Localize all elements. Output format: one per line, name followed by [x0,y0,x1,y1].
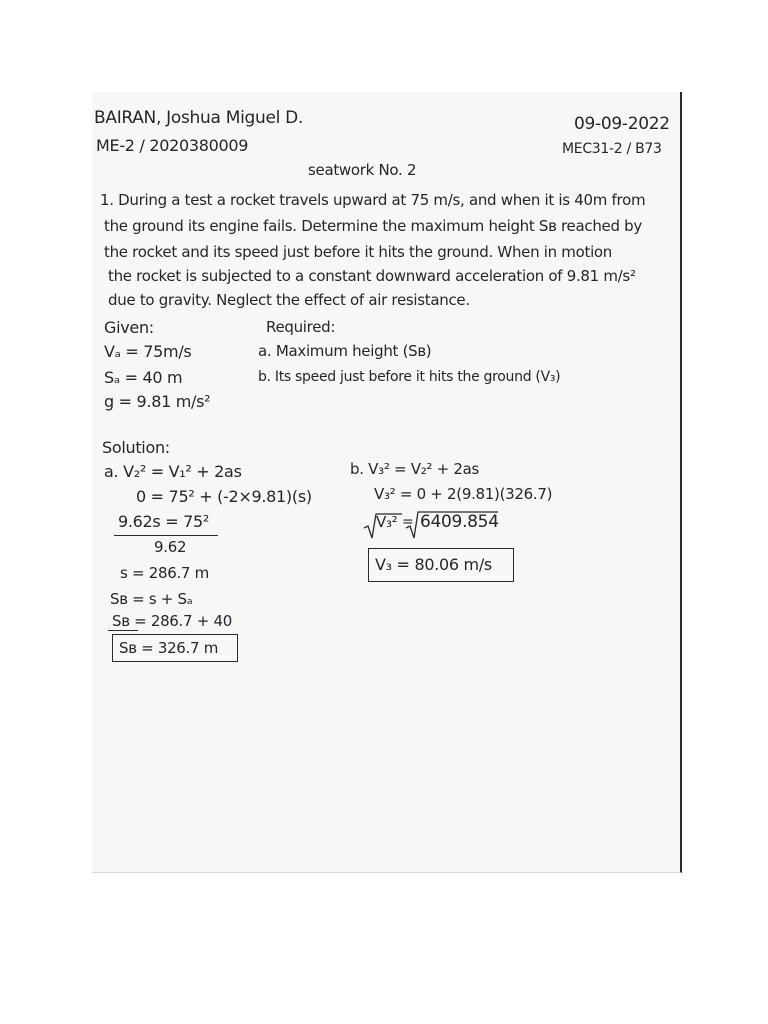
student-id: ME-2 / 2020380009 [96,136,249,155]
given-height: Sₐ = 40 m [104,368,183,387]
part-a-eq5: Sʙ = s + Sₐ [110,590,193,608]
required-a: a. Maximum height (Sʙ) [258,342,432,360]
page-title: seatwork No. 2 [308,161,417,179]
underline-mark [108,630,138,631]
given-velocity: Vₐ = 75m/s [104,342,192,361]
part-b-eq3-right: 6409.854 [420,512,499,532]
paper-sheet [92,92,682,873]
section: MEC31-2 / B73 [562,141,662,157]
problem-line-1: 1. During a test a rocket travels upward at 75 m/s, and when it is 40m from [100,191,646,209]
part-a-eq6: Sʙ = 286.7 + 40 [112,612,232,630]
part-a-eq1: a. V₂² = V₁² + 2as [104,462,242,481]
equals-sign: = [402,514,414,530]
problem-line-4: the rocket is subjected to a constant downward acceleration of 9.81 m/s² [108,267,636,285]
part-a-eq3-numerator: 9.62s = 75² [118,512,210,531]
given-gravity: g = 9.81 m/s² [104,392,211,411]
required-label: Required: [266,318,336,336]
part-a-eq3-denominator: 9.62 [154,538,187,556]
answer-b-box [368,548,514,582]
problem-line-2: the ground its engine fails. Determine the maximum height Sʙ reached by [104,217,642,235]
part-b-eq2: V₃² = 0 + 2(9.81)(326.7) [374,485,553,503]
solution-label: Solution: [102,438,170,457]
date: 09-09-2022 [574,114,670,134]
problem-line-5: due to gravity. Neglect the effect of air resistance. [108,291,470,309]
required-b: b. Its speed just before it hits the ground (V₃) [258,369,561,385]
fraction-bar [114,535,218,536]
answer-a: Sʙ = 326.7 m [119,639,219,657]
part-b-eq3-left: V₃² [376,513,398,531]
given-label: Given: [104,318,154,337]
student-name: BAIRAN, Joshua Miguel D. [94,108,304,128]
part-b-eq1: b. V₃² = V₂² + 2as [350,460,479,478]
answer-b: V₃ = 80.06 m/s [375,555,492,574]
problem-line-3: the rocket and its speed just before it hits the ground. When in motion [104,243,613,261]
part-a-eq2: 0 = 75² + (-2×9.81)(s) [136,487,312,506]
answer-a-box [112,634,238,662]
part-a-eq4: s = 286.7 m [120,564,209,582]
